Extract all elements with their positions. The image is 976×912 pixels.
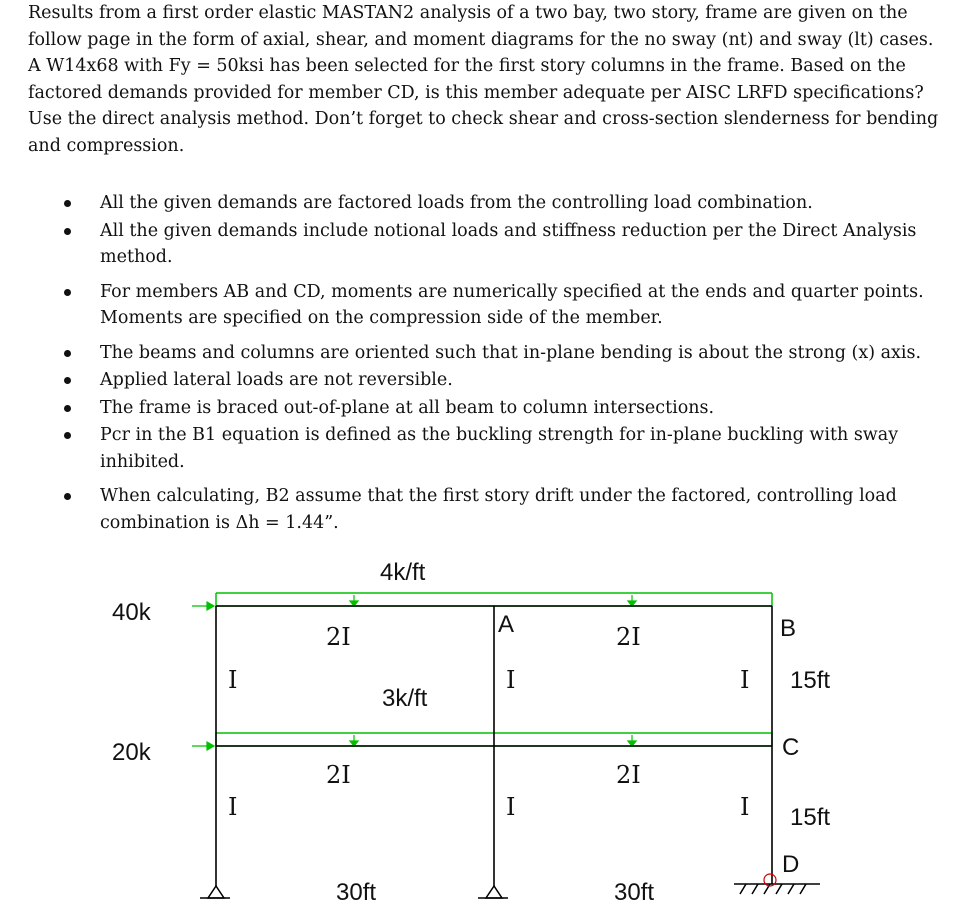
beam-inertia-roof-left: 2I: [326, 623, 351, 651]
bullet-icon: [64, 405, 71, 412]
list-item: All the given demands include notional loads and stiffness reduction per the Direct Analysis method.: [64, 218, 944, 271]
story-height-lower: 15ft: [790, 804, 831, 831]
bullet-icon: [64, 432, 71, 439]
bullet-icon: [64, 377, 71, 384]
node-label-b: B: [780, 615, 797, 642]
node-label-a: A: [498, 611, 515, 638]
list-item: When calculating, B2 assume that the first story drift under the factored, controlling load combination is Δh = 1.44”.: [64, 483, 944, 536]
node-label-d: D: [782, 851, 800, 878]
floor-load-label: 3k/ft: [382, 685, 428, 712]
column-inertia-right-top: I: [740, 666, 750, 694]
column-inertia-left-bottom: I: [228, 793, 238, 821]
pin-support-left: [200, 886, 230, 898]
list-item: Pcr in the B1 equation is defined as the buckling strength for in-plane buckling with sway inhibited.: [64, 422, 944, 475]
lateral-load-top-label: 40k: [112, 599, 151, 626]
column-inertia-mid-top: I: [506, 666, 516, 694]
fixed-support-right: [734, 874, 820, 894]
bay-width-left: 30ft: [336, 879, 377, 906]
beam-inertia-floor-left: 2I: [326, 761, 351, 789]
list-item: For members AB and CD, moments are numerically specified at the ends and quarter points. Moments are specified on the compression side of the member.: [64, 279, 944, 332]
assumption-list: [64, 190, 944, 537]
story-height-upper: 15ft: [790, 667, 831, 694]
column-inertia-mid-bottom: I: [506, 793, 516, 821]
node-label-c: C: [782, 734, 800, 761]
beam-inertia-floor-right: 2I: [616, 761, 641, 789]
roof-load-lines: [216, 593, 772, 606]
list-item: All the given demands are factored loads from the controlling load combination.: [64, 190, 944, 217]
problem-statement: Results from a first order elastic MASTAN2 analysis of a two bay, two story, frame are given on the follow page in the form of axial, shear, and moment diagrams for the no sway (nt) and sway (lt) cases. A W14x68 with Fy = 50ksi has been selected for the first story columns in the frame. Based on the factored demands provided for member CD, is this member adequate per AISC LRFD specifications? Use the direct analysis method. Don’t forget to check shear and cross-section slenderness for bending and compression.: [28, 3, 939, 156]
list-item: Applied lateral loads are not reversible.: [64, 367, 944, 394]
bullet-icon: [64, 350, 71, 357]
column-inertia-left-top: I: [228, 666, 238, 694]
bullet-icon: [64, 289, 71, 296]
roof-load-label: 4k/ft: [380, 559, 426, 586]
bullet-icon: [64, 493, 71, 500]
load-arrows: [192, 595, 636, 750]
bullet-icon: [64, 228, 71, 235]
beam-inertia-roof-right: 2I: [616, 623, 641, 651]
frame-diagram: [0, 540, 976, 912]
list-item: The frame is braced out-of-plane at all beam to column intersections.: [64, 395, 944, 422]
list-item: The beams and columns are oriented such that in-plane bending is about the strong (x) axis.: [64, 340, 944, 367]
column-inertia-right-bottom: I: [740, 793, 750, 821]
lateral-load-mid-label: 20k: [112, 739, 151, 766]
frame-members: [216, 606, 772, 886]
pin-support-middle: [478, 886, 508, 898]
bay-width-right: 30ft: [614, 879, 655, 906]
bullet-icon: [64, 200, 71, 207]
